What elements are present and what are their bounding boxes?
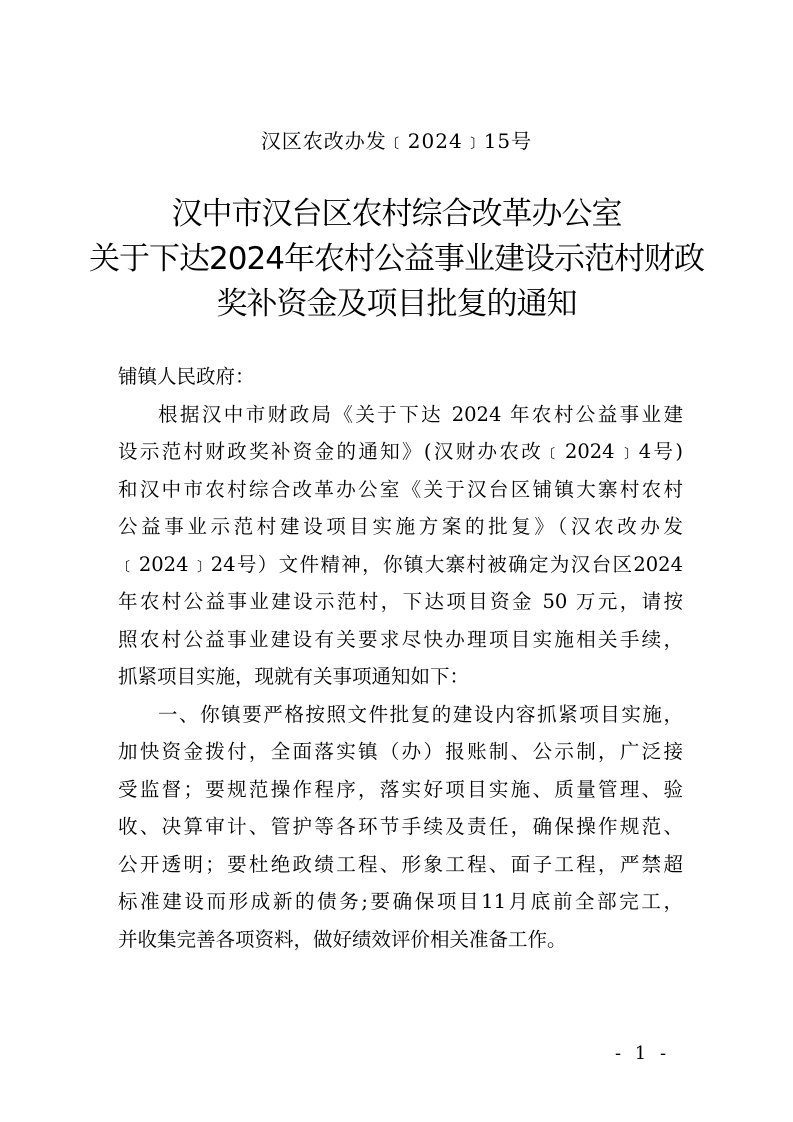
page-number: - 1 - bbox=[615, 1043, 671, 1064]
paragraph-line: 收、决算审计、管护等各环节手续及责任，确保操作规范、 bbox=[118, 815, 683, 838]
paragraph-line: 并收集完善各项资料，做好绩效评价相关准备工作。 bbox=[118, 927, 567, 951]
paragraph-line: 受监督；要规范操作程序，落实好项目实施、质量管理、验 bbox=[118, 777, 683, 801]
paragraph-line: 标准建设而形成新的债务;要确保项目11月底前全部完工， bbox=[118, 890, 683, 913]
salutation bbox=[118, 358, 683, 396]
paragraph-line: 年农村公益事业建设示范村，下达项目资金 50 万元，请按 bbox=[118, 590, 683, 613]
paragraph-1 bbox=[118, 396, 683, 696]
paragraph-line: 和汉中市农村综合改革办公室《关于汉台区铺镇大寨村农村 bbox=[118, 477, 683, 501]
paragraph-line: 加快资金拨付，全面落实镇（办）报账制、公示制，广泛接 bbox=[118, 740, 683, 763]
document-body bbox=[118, 358, 683, 958]
paragraph-line: 根据汉中市财政局《关于下达 2024 年农村公益事业建 bbox=[158, 402, 683, 426]
paragraph-line: 照农村公益事业建设有关要求尽快办理项目实施相关手续， bbox=[118, 627, 683, 651]
paragraph-line: 一、你镇要严格按照文件批复的建设内容抓紧项目实施， bbox=[158, 702, 683, 726]
paragraph-line: 公益事业示范村建设项目实施方案的批复》（汉农改办发 bbox=[118, 515, 683, 538]
paragraph-line: ﹝2024﹞24号）文件精神，你镇大寨村被确定为汉台区2024 bbox=[118, 552, 683, 576]
paragraph-line: 抓紧项目实施，现就有关事项通知如下： bbox=[118, 665, 470, 688]
paragraph-line: 设示范村财政奖补资金的通知》(汉财办农改﹝2024﹞4号) bbox=[118, 440, 683, 463]
salutation-text: 铺镇人民政府： bbox=[118, 365, 255, 388]
title-line: 关于下达2024年农村公益事业建设示范村财政 bbox=[89, 241, 704, 277]
title-line: 奖补资金及项目批复的通知 bbox=[216, 286, 577, 322]
paragraph-line: 公开透明；要杜绝政绩工程、形象工程、面子工程，严禁超 bbox=[118, 852, 683, 876]
title-line: 汉中市汉台区农村综合改革办公室 bbox=[171, 196, 622, 232]
paragraph-2 bbox=[118, 696, 683, 959]
document-title bbox=[0, 192, 793, 327]
document-number: 汉区农改办发﹝2024﹞15号 bbox=[260, 129, 533, 153]
